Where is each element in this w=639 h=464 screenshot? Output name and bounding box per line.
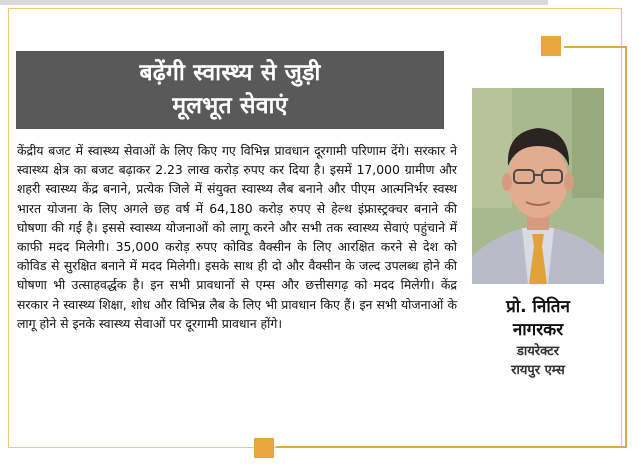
accent-line-top	[564, 46, 626, 48]
accent-square-top	[541, 36, 561, 56]
headline-box	[16, 51, 444, 129]
accent-square-bottom	[254, 438, 274, 458]
person-organization: रायपुर एम्स	[511, 363, 565, 378]
person-name-line-2: नागरकर	[512, 320, 564, 340]
headline-line-1: बढ़ेंगी स्वास्थ्य से जुड़ी	[139, 60, 321, 86]
headline-line-2: मूलभूत सेवाएं	[172, 93, 288, 119]
person-caption	[472, 296, 604, 380]
accent-line-bottom	[276, 446, 626, 448]
article-body: केंद्रीय बजट में स्वास्थ्य सेवाओं के लिए किए गए विभिन्न प्रावधान दूरगामी परिणाम देंगे। सरकार ने स्वास्थ्य क्षेत्र का बजट बढ़ाकर 2.23 लाख करोड़ रुपए कर दिया है। इसमें 17,000 ग्रामीण और शहरी स्वास्थ्य केंद्र बनाने, प्रत्येक जिले में संयुक्त स्वास्थ्य लैब बनाने और पीएम आत्मनिर्भर स्वस्थ भारत योजना के लिए अगले छह वर्ष में 64,180 करोड़ रुपए से हेल्थ इंफ्रास्ट्रक्चर बनाने की घोषणा की गई है। इससे स्वास्थ्य योजनाओं को लागू करने और सभी तक स्वास्थ्य सेवाएं पहुंचाने में काफी मदद मिलेगी। 35,000 करोड़ रुपए कोविड वैक्सीन के लिए आरक्षित करने से देश को कोविड से सुरक्षित बनाने में मदद मिलेगी। इसके साथ ही दो और वैक्सीन के जल्द उपलब्ध होने की घोषणा भी उत्साहवर्द्धक है। इन सभी प्रावधानों से एम्स और छत्तीसगढ़ को मदद मिलेगी। केंद्र सरकार ने स्वास्थ्य शिक्षा, शोध और विभिन्न लैब के लिए भी प्रावधान किए हैं। इन सभी योजनाओं के लागू होने से इनके स्वास्थ्य सेवाओं पर दूरगामी प्रावधान होंगे।	[17, 143, 457, 331]
accent-line-right	[625, 46, 627, 448]
person-designation: डायरेक्टर	[516, 344, 560, 359]
portrait-illustration	[472, 88, 604, 284]
top-divider	[0, 0, 548, 5]
portrait-photo	[472, 88, 604, 284]
person-name-line-1: प्रो. नितिन	[506, 297, 570, 317]
